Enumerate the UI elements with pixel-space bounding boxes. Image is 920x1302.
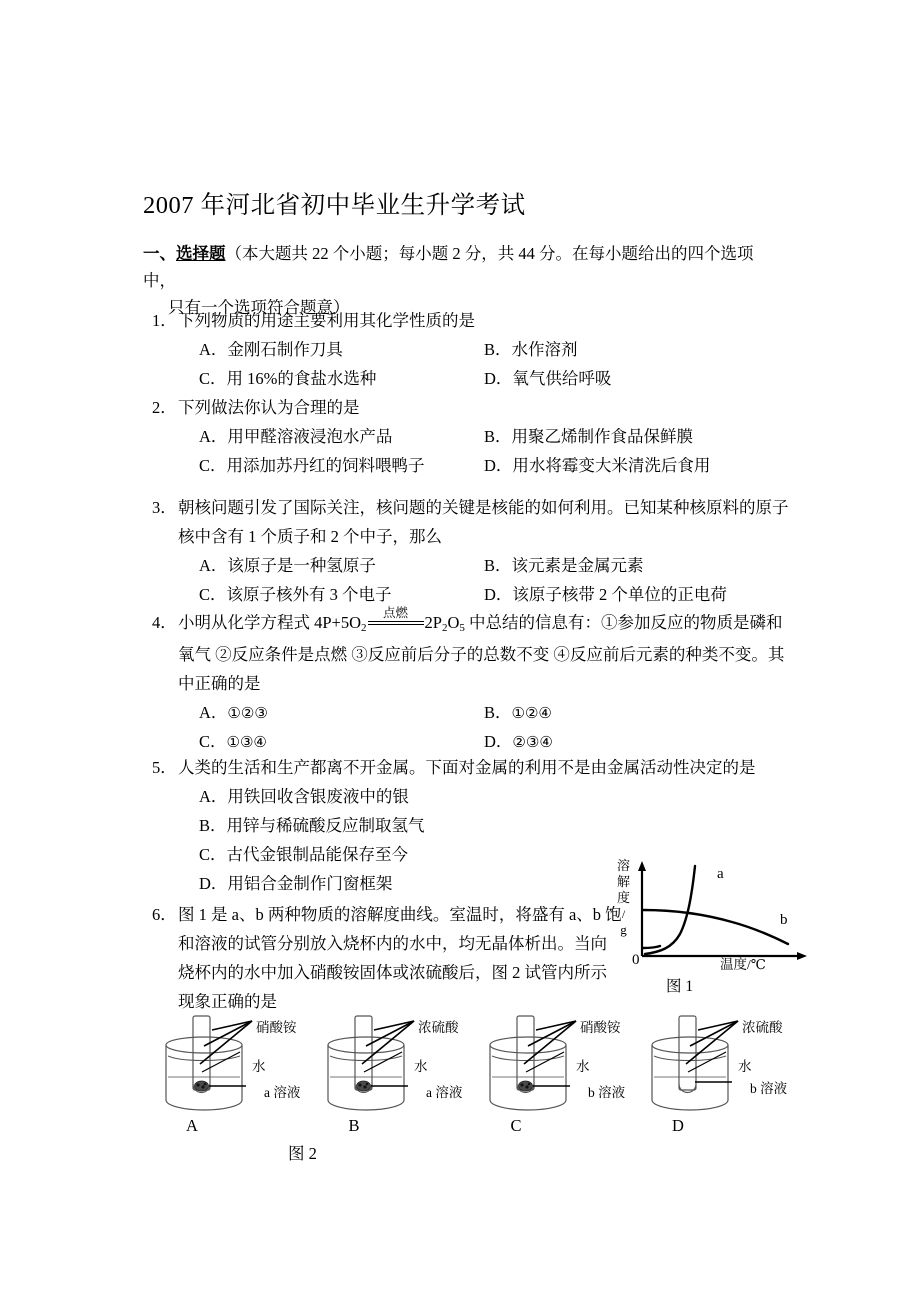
question-3-stem <box>152 493 812 522</box>
question-1-option-b[interactable]: B．水作溶剂 <box>484 340 578 359</box>
reaction-arrow-icon <box>368 606 424 628</box>
question-3 <box>152 493 812 609</box>
question-2-number: 2． <box>152 398 177 417</box>
question-2-option-row-2 <box>152 451 802 480</box>
question-4-option-row-1 <box>152 698 817 727</box>
figure-2-unit-b-solute-label: 浓硫酸 <box>418 1020 459 1035</box>
figure-2-unit-c-labels <box>562 1012 654 1108</box>
question-5-stem <box>152 753 817 782</box>
question-4-stem-mid: 2P <box>424 613 442 632</box>
question-1-stem <box>152 306 802 335</box>
question-3-option-row-1 <box>152 551 812 580</box>
question-5-number: 5． <box>152 758 177 777</box>
question-5-option-a[interactable]: A．用铁回收含银废液中的银 <box>199 787 409 806</box>
figure-2-unit-d-solute-label: 浓硫酸 <box>742 1020 783 1035</box>
question-4-option-b[interactable]: B．①②④ <box>484 703 552 722</box>
figure-2-unit-c-solution-label: b 溶液 <box>588 1085 626 1100</box>
figure-2-unit-a <box>160 1012 330 1144</box>
figure-2-unit-b-water-label: 水 <box>414 1059 428 1074</box>
figure-1-curve-b-label: b <box>780 912 788 928</box>
figure-2-unit-d-solution-label: b 溶液 <box>750 1081 788 1096</box>
figure-1-solubility-chart <box>612 856 834 1006</box>
question-2-stem-text: 下列做法你认为合理的是 <box>178 398 360 417</box>
question-4-option-row-2 <box>152 727 817 756</box>
figure-1-curve-a-label: a <box>717 866 724 882</box>
question-4-stem-pre: 小明从化学方程式 4P+5O <box>178 613 362 632</box>
figure-2-caption: 图 2 <box>288 1144 317 1163</box>
section-note-line1: （本大题共 22 个小题；每小题 2 分，共 44 分。在每小题给出的四个选项中， <box>143 244 754 290</box>
question-2-stem <box>152 393 802 422</box>
page-title: 2007 年河北省初中毕业生升学考试 <box>143 192 526 219</box>
question-3-option-b[interactable]: B．该元素是金属元素 <box>484 556 644 575</box>
figure-2-unit-b-labels <box>400 1012 492 1108</box>
question-3-stem-line2-wrap <box>152 522 812 551</box>
question-5-option-b[interactable]: B．用锌与稀硫酸反应制取氢气 <box>199 816 425 835</box>
figure-2-unit-a-letter: A <box>186 1116 198 1135</box>
question-1-stem-text: 下列物质的用途主要利用其化学性质的是 <box>178 311 475 330</box>
question-4-stem-line2: 氧气 ②反应条件是点燃 ③反应前后分子的总数不变 ④反应前后元素的种类不变。其 <box>178 645 785 664</box>
question-1-option-d[interactable]: D．氧气供给呼吸 <box>484 369 612 388</box>
figure-1-caption: 图 1 <box>666 978 694 995</box>
question-5-option-c[interactable]: C．古代金银制品能保存至今 <box>199 845 409 864</box>
question-2-option-c[interactable]: C．用添加苏丹红的饲料喂鸭子 <box>199 456 425 475</box>
question-3-option-row-2 <box>152 580 812 609</box>
figure-1-y-axis-label: 溶 解 度 / g <box>616 858 630 937</box>
question-6-number: 6． <box>152 905 177 924</box>
question-4-stem-post: 中总结的信息有：①参加反应的物质是磷和 <box>464 613 783 632</box>
figure-2-unit-b-solution-label: a 溶液 <box>426 1085 463 1100</box>
figure-2-unit-a-water-label: 水 <box>252 1059 266 1074</box>
figure-2-beakers <box>160 1012 820 1152</box>
figure-2-unit-d-letter: D <box>672 1116 684 1135</box>
question-6-stem-line3: 烧杯内的水中加入硝酸铵固体或浓硫酸后，图 2 试管内所示 <box>178 963 607 982</box>
question-4-sub-o2: 2 <box>361 622 367 634</box>
question-4-stem-line3-wrap <box>152 669 817 698</box>
question-2-option-b[interactable]: B．用聚乙烯制作食品保鲜膜 <box>484 427 694 446</box>
question-4-option-a[interactable]: A．①②③ <box>199 703 268 722</box>
question-6-stem-line4: 现象正确的是 <box>178 992 277 1011</box>
question-4-sub-p2: 2 <box>441 622 448 634</box>
figure-2-unit-d-water-label: 水 <box>738 1059 752 1074</box>
question-6-stem-line2-wrap <box>152 929 622 958</box>
figure-2-unit-c-solute-label: 硝酸铵 <box>580 1020 621 1035</box>
question-2-option-row-1 <box>152 422 802 451</box>
question-6-stem-line3-wrap <box>152 958 622 987</box>
question-1-option-c[interactable]: C．用 16%的食盐水选种 <box>199 369 377 388</box>
figure-2-unit-c <box>484 1012 654 1144</box>
question-1-option-row-1 <box>152 335 802 364</box>
reaction-condition-label: 点燃 <box>383 606 409 620</box>
question-3-stem-line1: 朝核问题引发了国际关注，核问题的关键是核能的如何利用。已知某种核原料的原子 <box>178 498 789 517</box>
question-6-stem-line2: 和溶液的试管分别放入烧杯内的水中，均无晶体析出。当向 <box>178 934 607 953</box>
section-note-line2: 只有一个选项符合题意） <box>168 298 350 317</box>
figure-2-unit-d-labels <box>724 1012 816 1108</box>
figure-2-unit-c-letter: C <box>510 1116 522 1135</box>
figure-2-unit-a-labels <box>238 1012 330 1108</box>
figure-1-x-axis-label: 温度/℃ <box>720 957 766 972</box>
question-1 <box>152 306 802 393</box>
question-2-option-a[interactable]: A．用甲醛溶液浸泡水产品 <box>199 427 393 446</box>
figure-2-unit-b-letter: B <box>348 1116 360 1135</box>
question-3-stem-line2: 核中含有 1 个质子和 2 个中子，那么 <box>178 527 442 546</box>
question-4-stem <box>152 608 817 640</box>
question-4-number: 4． <box>152 613 177 632</box>
question-4-stem-mid2: O <box>447 613 460 632</box>
question-6 <box>152 900 622 1016</box>
question-1-option-a[interactable]: A．金刚石制作刀具 <box>199 340 343 359</box>
figure-2-unit-a-solute-label: 硝酸铵 <box>256 1020 297 1035</box>
figure-2-unit-d <box>646 1012 816 1144</box>
question-3-option-a[interactable]: A．该原子是一种氢原子 <box>199 556 376 575</box>
section-label: 选择题 <box>176 244 226 263</box>
question-6-stem-line1: 图 1 是 a、b 两种物质的溶解度曲线。室温时，将盛有 a、b 饱 <box>178 905 622 924</box>
figure-2-unit-b <box>322 1012 492 1144</box>
question-4-stem-line3: 中正确的是 <box>178 674 261 693</box>
figure-2-unit-c-water-label: 水 <box>576 1059 590 1074</box>
question-4 <box>152 608 817 756</box>
question-4-option-c[interactable]: C．①③④ <box>199 732 267 751</box>
question-5-stem-text: 人类的生活和生产都离不开金属。下面对金属的利用不是由金属活动性决定的是 <box>178 758 756 777</box>
question-2-option-d[interactable]: D．用水将霉变大米清洗后食用 <box>484 456 711 475</box>
figure-1-origin-label: 0 <box>632 952 640 968</box>
question-1-option-row-2 <box>152 364 802 393</box>
section-number: 一、 <box>143 244 176 263</box>
question-4-sub-o5: 5 <box>459 622 465 634</box>
question-4-option-d[interactable]: D．②③④ <box>484 732 553 751</box>
question-5-option-d[interactable]: D．用铝合金制作门窗框架 <box>199 874 393 893</box>
question-6-stem <box>152 900 622 929</box>
question-3-option-d[interactable]: D．该原子核带 2 个单位的正电荷 <box>484 585 727 604</box>
question-4-stem-line2-wrap <box>152 640 817 669</box>
figure-2-unit-a-solution-label: a 溶液 <box>264 1085 301 1100</box>
question-1-number: 1． <box>152 311 177 330</box>
question-3-number: 3． <box>152 498 177 517</box>
question-2 <box>152 393 802 480</box>
question-3-option-c[interactable]: C．该原子核外有 3 个电子 <box>199 585 392 604</box>
